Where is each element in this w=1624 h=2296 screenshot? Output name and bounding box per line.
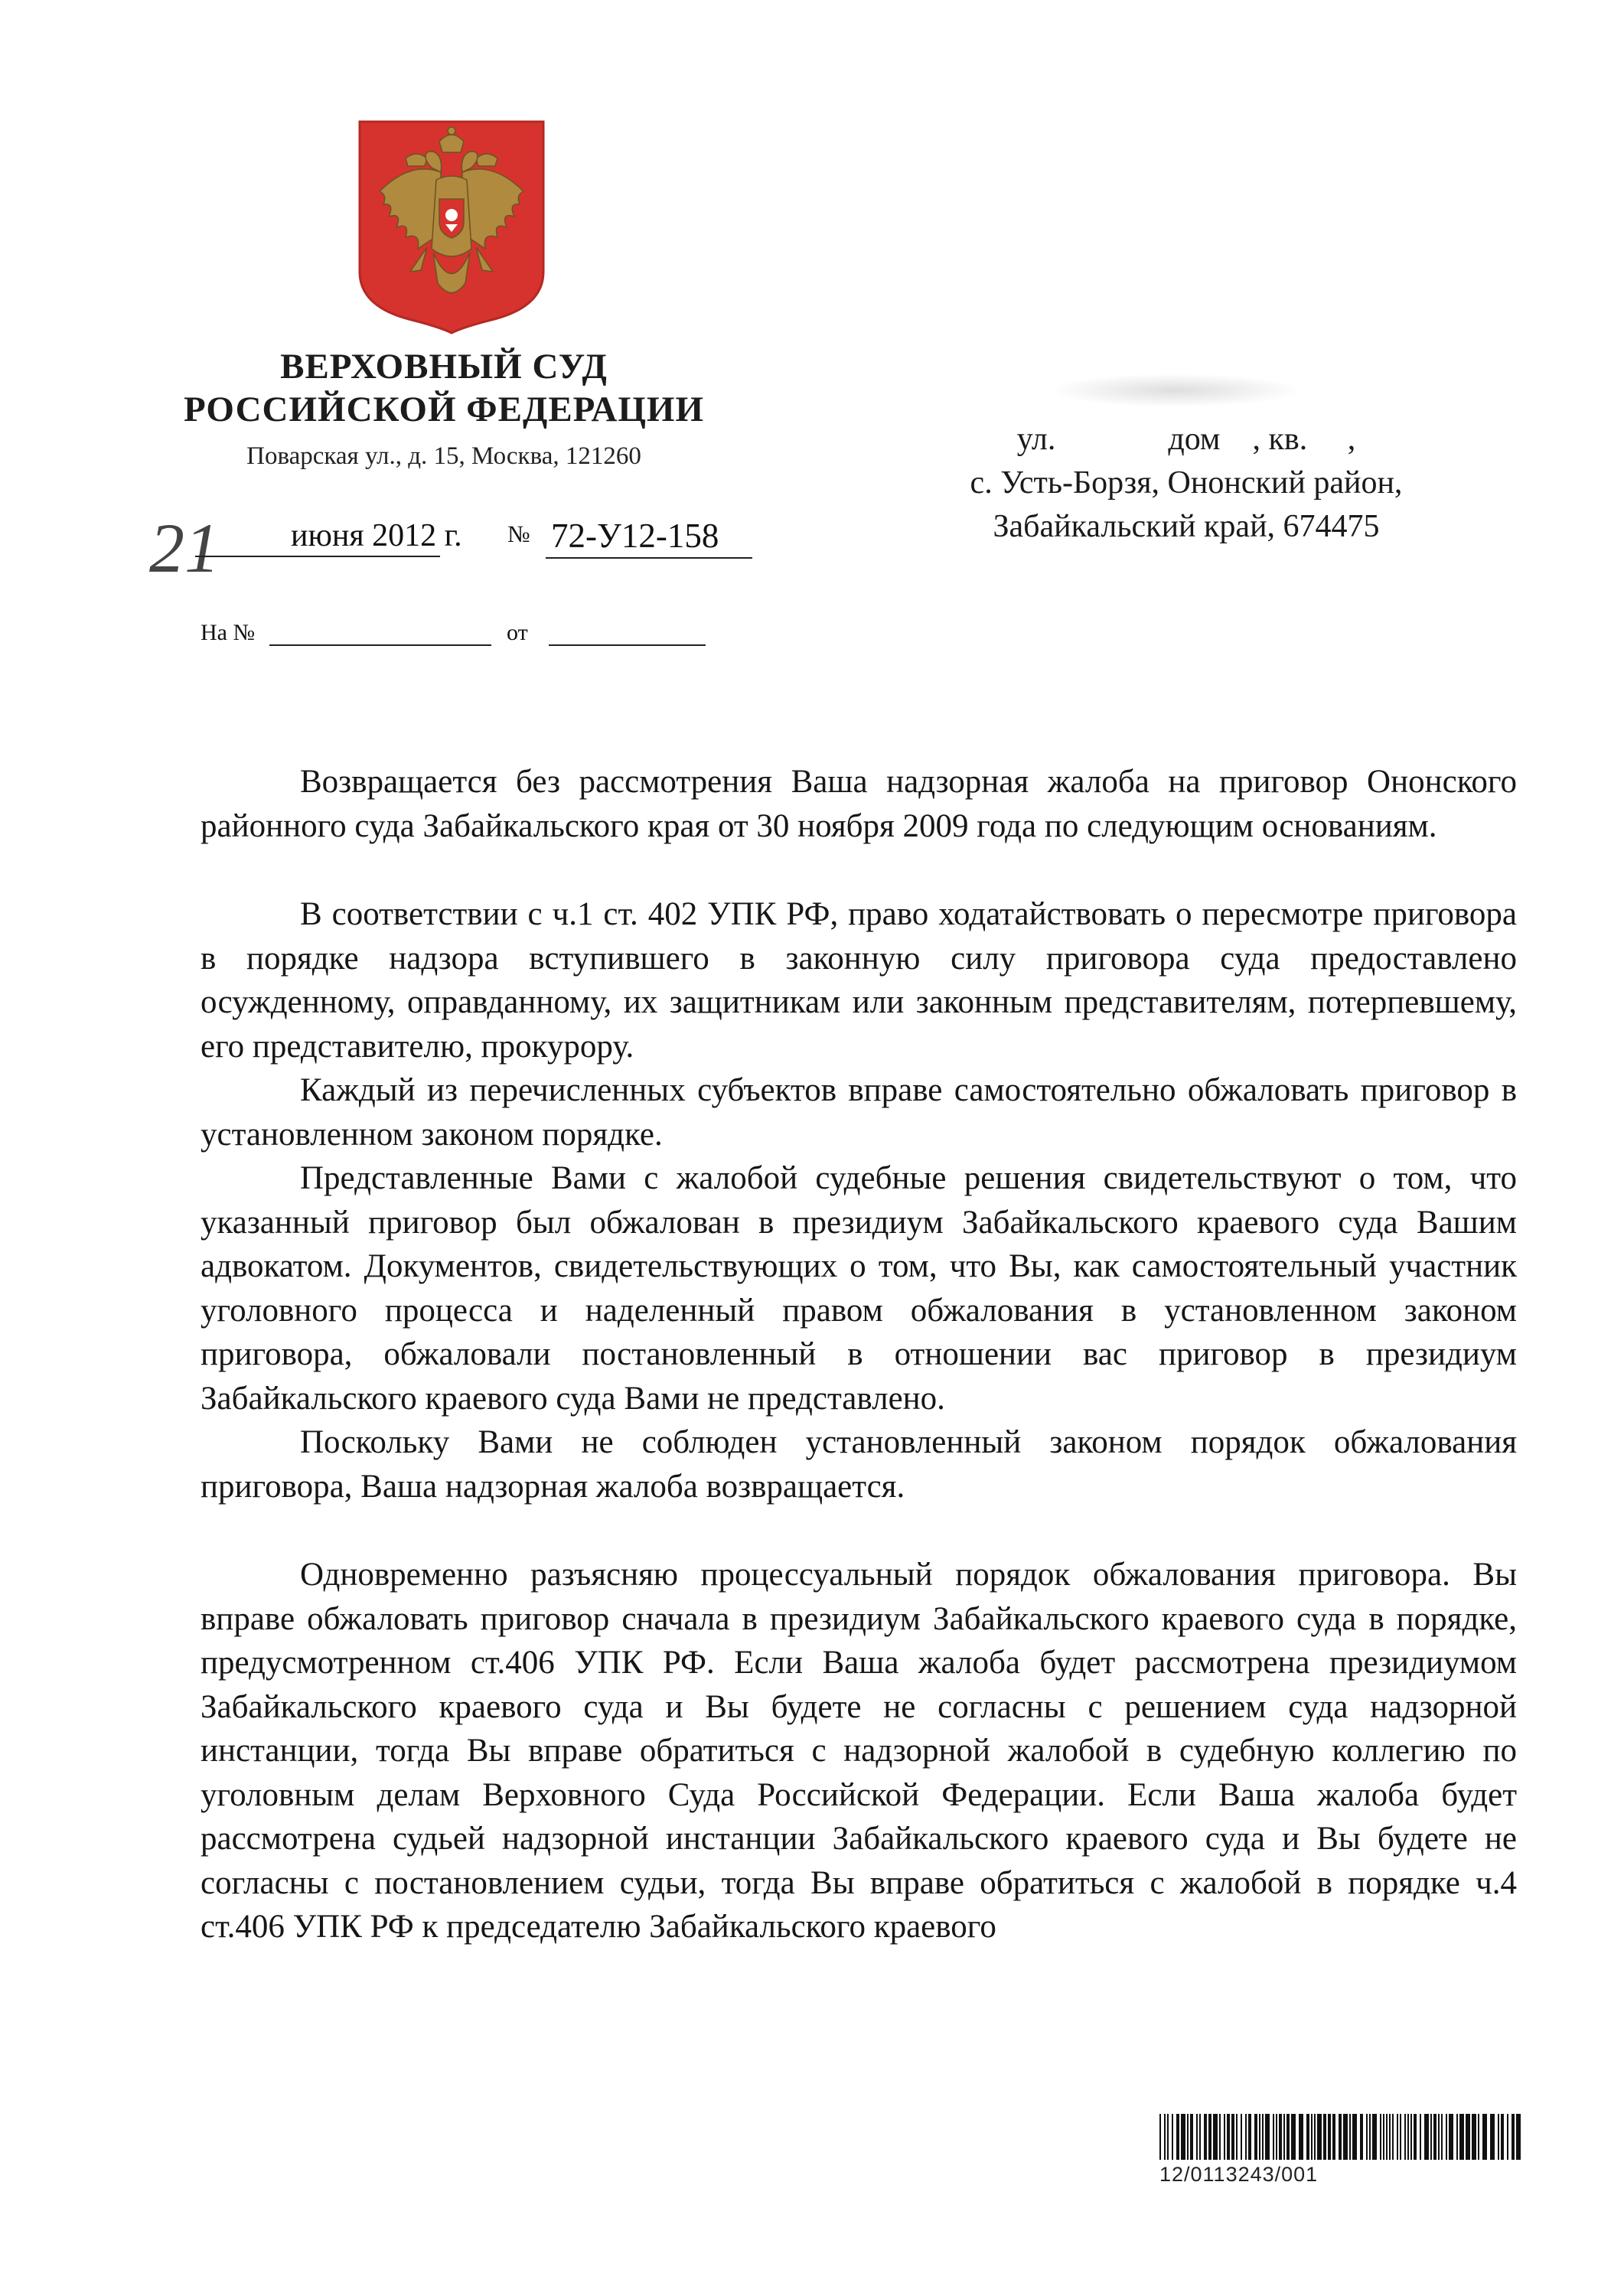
date-underline xyxy=(195,556,440,557)
paragraph-3: Каждый из перечисленных субъектов вправе самостоятельно обжаловать приговор в установленном законом порядке. xyxy=(201,1072,1517,1153)
registration-number: 72-У12-158 xyxy=(551,517,719,555)
barcode-icon xyxy=(1159,2114,1523,2160)
paragraph-2: В соответствии с ч.1 ст. 402 УПК РФ, право ходатайствовать о пересмотре приговора в порядке надзора вступившего в законную силу приговора суда предоставлено осужденному, оправданному, их защитникам или законным представителям, потерпевшему, его представителю, прокурору. xyxy=(201,896,1517,1065)
coat-of-arms-emblem xyxy=(357,119,546,335)
date-number-row xyxy=(149,509,761,587)
number-label: № xyxy=(507,520,530,547)
reference-number-line xyxy=(269,644,491,646)
paragraph-5: Поскольку Вами не соблюден установленный законом порядок обжалования приговора, Ваша надзорная жалоба возвращается. xyxy=(201,1424,1517,1505)
reference-date-line xyxy=(549,644,706,646)
paragraph-1: Возвращается без рассмотрения Ваша надзорная жалоба на приговор Ононского районного суда Забайкальского края от 30 ноября 2009 года по следующим основаниям. xyxy=(201,764,1517,844)
reference-number-label: На № xyxy=(201,620,256,645)
court-address: Поварская ул., д. 15, Москва, 121260 xyxy=(246,442,641,470)
recipient-address xyxy=(918,418,1454,549)
date-day-handwritten: 21 xyxy=(149,509,220,587)
recipient-street: ул. дом , кв. , xyxy=(1016,422,1356,457)
paragraph-4: Представленные Вами с жалобой судебные решения свидетельствуют о том, что указанный приговор был обжалован в президиум Забайкальского краевого суда Вашим адвокатом. Документов, свидетельствующих о том, что Вы, как самостоятельный участник уголовного процесса и наделенный правом обжалования в установленном законом приговора, обжаловали постановленный в отношении вас приговор в президиум Забайкальского краевого суда Вами не представлено. xyxy=(201,1160,1517,1417)
court-name-line2: РОССИЙСКОЙ ФЕДЕРАЦИИ xyxy=(184,390,704,429)
recipient-region: Забайкальский край, 674475 xyxy=(993,509,1380,544)
date-text: июня 2012 г. xyxy=(291,518,462,553)
barcode-number: 12/0113243/001 xyxy=(1159,2163,1319,2186)
court-name-line1: ВЕРХОВНЫЙ СУД xyxy=(280,347,608,386)
recipient-village: с. Усть-Борзя, Ононский район, xyxy=(970,465,1403,501)
regno-underline xyxy=(546,557,752,559)
reference-date-label: от xyxy=(507,620,528,645)
paragraph-6: Одновременно разъясняю процессуальный порядок обжалования приговора. Вы вправе обжаловать приговор сначала в президиум Забайкальского краевого суда в порядке, предусмотренном ст.406 УПК РФ. Если Ваша жалоба будет рассмотрена президиумом Забайкальского краевого суда и Вы будете не согласны с решением суда надзорной инстанции, тогда Вы вправе обратиться с надзорной жалобой в судебную коллегию по уголовным делам Верховного Суда Российской Федерации. Если Ваша жалоба будет рассмотрена судьей надзорной инстанции Забайкальского краевого суда и Вы будете не согласны с постановлением судьи, тогда Вы вправе обратиться с жалобой в порядке ч.4 ст.406 УПК РФ к председателю Забайкальского краевого xyxy=(201,1557,1517,1945)
redacted-recipient-name xyxy=(1048,373,1301,407)
letter-body xyxy=(201,760,1517,1949)
reference-row xyxy=(201,620,736,651)
